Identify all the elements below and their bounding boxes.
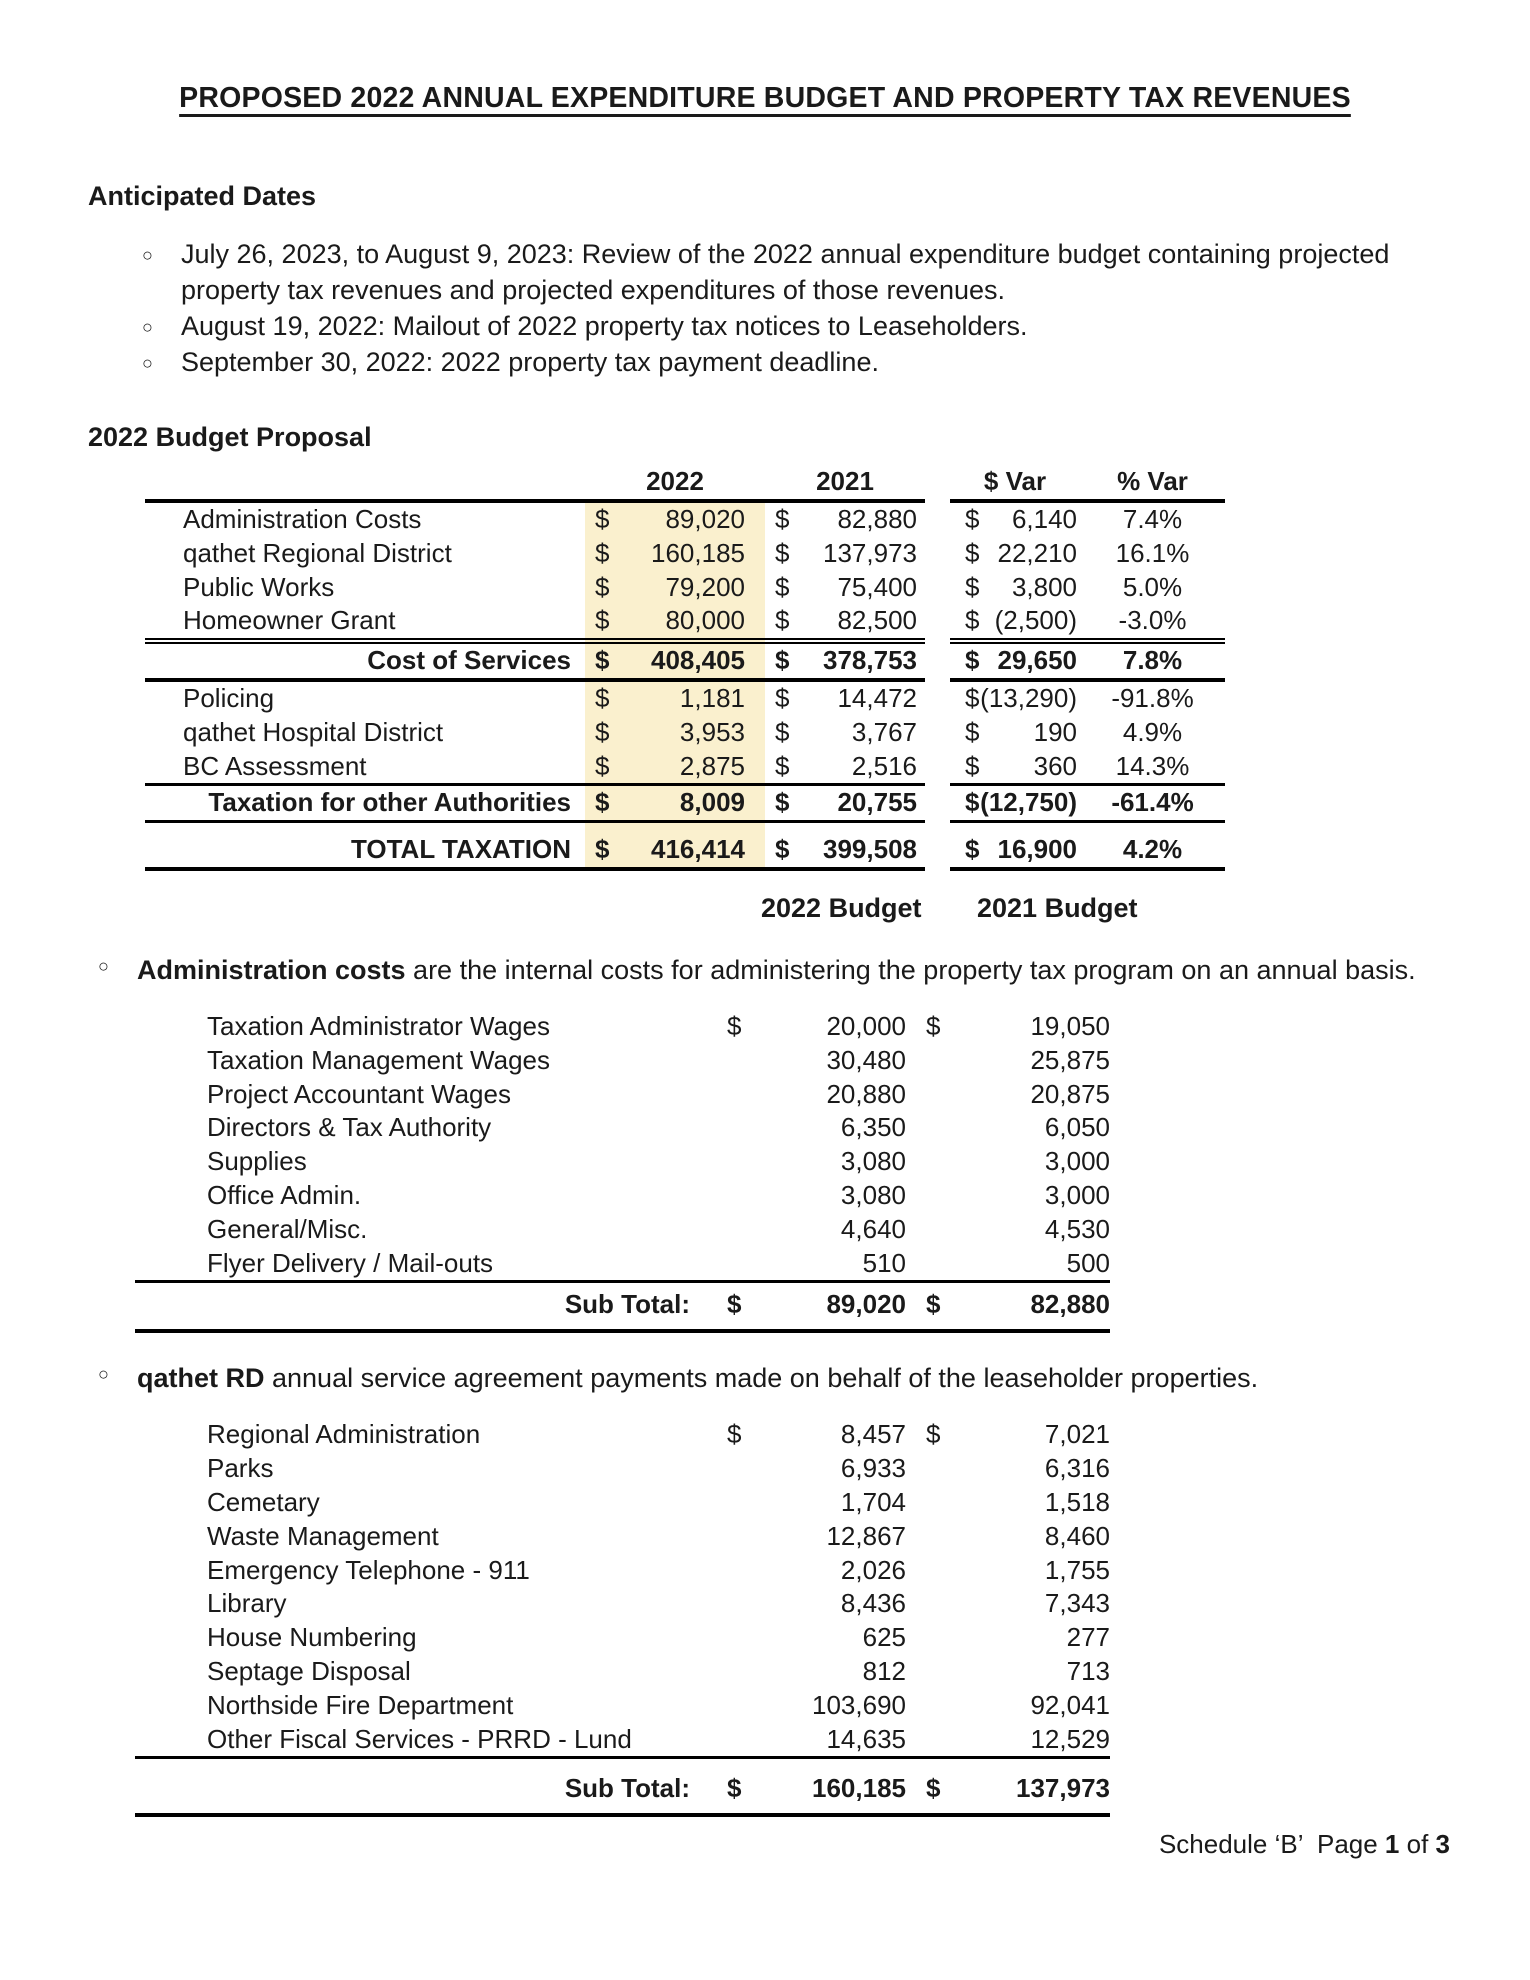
row-label: Waste Management (207, 1520, 439, 1551)
currency-symbol: $ (775, 605, 790, 636)
value-2021: 75,400 (837, 571, 917, 602)
spacer (925, 537, 950, 571)
row-label: Supplies (207, 1146, 307, 1177)
value-2021-budget: 3,000 (1044, 1146, 1110, 1177)
value-2021-budget: 277 (1066, 1622, 1110, 1653)
row-label: Taxation for other Authorities (145, 785, 585, 822)
currency-symbol (700, 1655, 740, 1689)
table-row (145, 822, 1225, 869)
dollar-var-value: (13,290) (980, 683, 1078, 714)
currency-symbol (906, 1689, 946, 1723)
currency-symbol: $ (965, 504, 980, 535)
currency-symbol: $ (926, 1419, 941, 1450)
table-row (135, 1418, 1110, 1452)
row-label: Septage Disposal (207, 1655, 411, 1686)
spacer (925, 571, 950, 605)
currency-symbol (700, 1520, 740, 1554)
qathet-rd-table (135, 1418, 1110, 1817)
currency-symbol: $ (585, 571, 610, 605)
value-2022-budget: 8,436 (840, 1588, 906, 1619)
currency-symbol (906, 1452, 946, 1486)
table-row (135, 1213, 1110, 1247)
value-2022: 8,009 (610, 785, 765, 822)
admin-costs-note (97, 953, 1417, 988)
currency-symbol (700, 1452, 740, 1486)
row-label: Policing (183, 683, 275, 714)
currency-symbol: $ (585, 785, 610, 822)
currency-symbol: $ (950, 641, 980, 680)
spacer (925, 641, 950, 680)
pct-var-value: 14.3% (1115, 750, 1190, 781)
footer-schedule-label: Schedule ‘B’ Page (1158, 1829, 1385, 1859)
qathet-rd-note-lead: qathet RD (137, 1363, 265, 1394)
currency-symbol: $ (775, 571, 790, 602)
dollar-var-value: (12,750) (980, 785, 1080, 822)
table-row (135, 1111, 1110, 1145)
pct-var-value: -61.4% (1080, 785, 1225, 822)
column-header-2021: 2021 (765, 465, 925, 501)
currency-symbol (700, 1554, 740, 1588)
doc-title: PROPOSED 2022 ANNUAL EXPENDITURE BUDGET AND PROPERTY TAX REVENUES (179, 82, 1351, 114)
footer-page-total: 3 (1435, 1829, 1450, 1859)
subtotal-label: Sub Total: (135, 1282, 700, 1331)
dollar-var-value: 16,900 (980, 822, 1080, 869)
budget-proposal-table (145, 465, 1225, 871)
value-2021-budget: 7,021 (1044, 1419, 1110, 1450)
column-header-dollar-var: $ Var (950, 465, 1080, 501)
currency-symbol: $ (765, 641, 800, 680)
subtotal-label: Sub Total: (135, 1758, 700, 1815)
admin-costs-table (135, 1010, 1110, 1333)
value-2021-budget: 6,050 (1044, 1112, 1110, 1143)
currency-symbol: $ (765, 822, 800, 869)
currency-symbol (700, 1111, 740, 1145)
value-2021: 137,973 (823, 537, 917, 568)
pct-var-value: 7.4% (1122, 504, 1183, 535)
value-2021-budget: 1,755 (1044, 1554, 1110, 1585)
bullet-item: ○ August 19, 2022: Mailout of 2022 property tax notices to Leaseholders. (141, 308, 1411, 344)
table-row (145, 537, 1225, 571)
pct-var-value: 7.8% (1080, 641, 1225, 680)
pct-var-value: 4.9% (1122, 716, 1183, 747)
dollar-var-value: (2,500) (994, 605, 1078, 636)
currency-symbol: $ (700, 1758, 740, 1815)
table-row (135, 1145, 1110, 1179)
currency-symbol: $ (775, 716, 790, 747)
currency-symbol (906, 1247, 946, 1282)
dollar-var-value: 6,140 (1011, 504, 1078, 535)
row-label: TOTAL TAXATION (145, 822, 585, 869)
row-label: Other Fiscal Services - PRRD - Lund (207, 1723, 632, 1754)
currency-symbol: $ (585, 750, 610, 785)
row-label: Project Accountant Wages (207, 1078, 511, 1109)
pct-var-value: 4.2% (1080, 822, 1225, 869)
value-2022-budget: 6,350 (840, 1112, 906, 1143)
table-row (135, 1247, 1110, 1282)
column-header-2021-budget: 2021 Budget (977, 893, 1138, 923)
currency-symbol: $ (585, 537, 610, 571)
currency-symbol: $ (585, 501, 610, 537)
value-2022: 80,000 (610, 604, 765, 641)
bullet-item: ○ September 30, 2022: 2022 property tax payment deadline. (141, 344, 1411, 380)
currency-symbol (700, 1213, 740, 1247)
column-header-2022-budget: 2022 Budget (761, 893, 922, 923)
currency-symbol: $ (965, 716, 980, 747)
value-2022-budget: 625 (862, 1622, 906, 1653)
pct-var-value: -91.8% (1111, 683, 1194, 714)
value-2021: 3,767 (851, 716, 917, 747)
row-label: Northside Fire Department (207, 1689, 514, 1720)
currency-symbol (906, 1621, 946, 1655)
pct-var-value: 16.1% (1115, 537, 1190, 568)
table-row (135, 1554, 1110, 1588)
currency-symbol: $ (965, 537, 980, 568)
dollar-var-value: 190 (1033, 716, 1078, 747)
table-row (135, 1520, 1110, 1554)
value-2021-budget: 1,518 (1044, 1486, 1110, 1517)
row-label: Taxation Management Wages (207, 1044, 551, 1075)
currency-symbol (906, 1044, 946, 1078)
currency-symbol: $ (765, 785, 800, 822)
currency-symbol: $ (950, 822, 980, 869)
value-2021-budget: 4,530 (1044, 1213, 1110, 1244)
row-label: Directors & Tax Authority (207, 1112, 492, 1143)
spacer (925, 604, 950, 641)
currency-symbol: $ (775, 537, 790, 568)
row-label: Cost of Services (145, 641, 585, 680)
currency-symbol: $ (965, 683, 980, 714)
currency-symbol (906, 1723, 946, 1758)
spacer (925, 785, 950, 822)
subtotal-row (135, 1282, 1110, 1331)
currency-symbol: $ (965, 571, 980, 602)
qathet-rd-note (97, 1361, 1417, 1396)
table-row (145, 604, 1225, 641)
currency-symbol (700, 1587, 740, 1621)
currency-symbol: $ (965, 750, 980, 781)
value-2021-budget: 20,875 (1030, 1078, 1110, 1109)
table-row (135, 1078, 1110, 1112)
section-heading-anticipated-dates: Anticipated Dates (88, 181, 317, 212)
value-2021: 399,508 (800, 822, 925, 869)
currency-symbol: $ (727, 1419, 742, 1450)
value-2021-budget: 19,050 (1030, 1011, 1110, 1042)
currency-symbol (906, 1587, 946, 1621)
currency-symbol: $ (585, 680, 610, 716)
page-footer (1159, 1828, 1450, 1862)
spacer (925, 716, 950, 750)
column-header-pct-var: % Var (1080, 465, 1225, 501)
spacer (925, 822, 950, 869)
value-2022-budget: 20,000 (826, 1011, 906, 1042)
currency-symbol (906, 1078, 946, 1112)
currency-symbol (700, 1689, 740, 1723)
currency-symbol: $ (775, 750, 790, 781)
subtotal-2021-budget: 82,880 (946, 1282, 1110, 1331)
column-header-2022: 2022 (585, 465, 765, 501)
value-2021-budget: 8,460 (1044, 1520, 1110, 1551)
currency-symbol (700, 1145, 740, 1179)
row-label: qathet Hospital District (183, 716, 444, 747)
value-2022-budget: 12,867 (826, 1520, 906, 1551)
value-2022: 79,200 (610, 571, 765, 605)
currency-symbol: $ (906, 1282, 946, 1331)
admin-costs-note-lead: Administration costs (137, 955, 406, 985)
table-row (135, 1723, 1110, 1758)
spacer (925, 501, 950, 537)
table-row (135, 1621, 1110, 1655)
value-2022: 416,414 (610, 822, 765, 869)
table-header-row (145, 465, 1225, 501)
table-row (145, 501, 1225, 537)
value-2021: 2,516 (851, 750, 917, 781)
currency-symbol (906, 1145, 946, 1179)
value-2022: 3,953 (610, 716, 765, 750)
row-label: Regional Administration (207, 1419, 481, 1450)
value-2022-budget: 103,690 (812, 1689, 906, 1720)
currency-symbol: $ (965, 605, 980, 636)
row-label: General/Misc. (207, 1213, 368, 1244)
row-label: Public Works (183, 571, 335, 602)
pct-var-value: 5.0% (1122, 571, 1183, 602)
subtotal-2022-budget: 160,185 (740, 1758, 906, 1815)
subtotal-row (135, 1758, 1110, 1815)
dollar-var-value: 3,800 (1011, 571, 1078, 602)
table-row (145, 785, 1225, 822)
value-2022-budget: 812 (862, 1655, 906, 1686)
currency-symbol (906, 1486, 946, 1520)
table-row (135, 1010, 1110, 1044)
value-2022-budget: 30,480 (826, 1044, 906, 1075)
value-2021-budget: 7,343 (1044, 1588, 1110, 1619)
currency-symbol: $ (950, 785, 980, 822)
value-2021: 82,880 (837, 504, 917, 535)
currency-symbol (700, 1044, 740, 1078)
table-row (145, 750, 1225, 785)
value-2021: 378,753 (800, 641, 925, 680)
value-2021-budget: 3,000 (1044, 1180, 1110, 1211)
currency-symbol: $ (585, 604, 610, 641)
row-label: Administration Costs (183, 504, 422, 535)
value-2021: 20,755 (800, 785, 925, 822)
section-heading-budget-proposal: 2022 Budget Proposal (88, 422, 372, 453)
subtotal-2021-budget: 137,973 (946, 1758, 1110, 1815)
currency-symbol: $ (775, 504, 790, 535)
value-2022-budget: 510 (862, 1247, 906, 1278)
value-2021-budget: 500 (1066, 1247, 1110, 1278)
currency-symbol: $ (585, 822, 610, 869)
value-2022: 160,185 (610, 537, 765, 571)
currency-symbol: $ (585, 641, 610, 680)
currency-symbol: $ (727, 1011, 742, 1042)
empty-header-cell (145, 465, 585, 501)
detail-column-headers (0, 891, 1530, 925)
currency-symbol (700, 1621, 740, 1655)
value-2022-budget: 3,080 (840, 1180, 906, 1211)
value-2021: 14,472 (837, 683, 917, 714)
table-row (145, 680, 1225, 716)
row-label: Office Admin. (207, 1180, 362, 1211)
value-2021-budget: 92,041 (1030, 1689, 1110, 1720)
row-label: Library (207, 1588, 287, 1619)
table-row (135, 1689, 1110, 1723)
table-row (135, 1587, 1110, 1621)
dollar-var-value: 29,650 (980, 641, 1080, 680)
value-2022-budget: 8,457 (840, 1419, 906, 1450)
table-row (135, 1486, 1110, 1520)
pct-var-value: -3.0% (1118, 605, 1187, 636)
row-label: Flyer Delivery / Mail-outs (207, 1247, 494, 1278)
admin-costs-note-rest: are the internal costs for administering the property tax program on an annual basis. (405, 955, 1416, 985)
value-2021-budget: 713 (1066, 1655, 1110, 1686)
currency-symbol: $ (926, 1011, 941, 1042)
table-row (145, 716, 1225, 750)
table-row (135, 1179, 1110, 1213)
currency-symbol (700, 1179, 740, 1213)
currency-symbol (906, 1520, 946, 1554)
currency-symbol (700, 1723, 740, 1758)
table-row (145, 641, 1225, 680)
row-label: BC Assessment (183, 750, 367, 781)
row-label: Emergency Telephone - 911 (207, 1554, 530, 1585)
currency-symbol (700, 1247, 740, 1282)
footer-of-label: of (1399, 1829, 1436, 1859)
spacer (925, 465, 950, 501)
currency-symbol: $ (700, 1282, 740, 1331)
table-row (135, 1655, 1110, 1689)
value-2021: 82,500 (837, 605, 917, 636)
dollar-var-value: 22,210 (997, 537, 1078, 568)
currency-symbol (906, 1111, 946, 1145)
value-2022-budget: 3,080 (840, 1146, 906, 1177)
value-2021-budget: 25,875 (1030, 1044, 1110, 1075)
table-row (135, 1044, 1110, 1078)
dates-list (141, 236, 1411, 380)
dollar-var-value: 360 (1033, 750, 1078, 781)
currency-symbol: $ (775, 683, 790, 714)
value-2022-budget: 14,635 (826, 1723, 906, 1754)
value-2022-budget: 1,704 (840, 1486, 906, 1517)
qathet-rd-note-rest: annual service agreement payments made on behalf of the leaseholder properties. (264, 1363, 1259, 1394)
value-2022: 2,875 (610, 750, 765, 785)
value-2021-budget: 6,316 (1044, 1453, 1110, 1484)
row-label: House Numbering (207, 1622, 417, 1653)
table-row (145, 571, 1225, 605)
bullet-item: ○ July 26, 2023, to August 9, 2023: Review of the 2022 annual expenditure budget containing projected property tax revenues and projected expenditures of those revenues. (141, 236, 1411, 308)
value-2022-budget: 4,640 (840, 1213, 906, 1244)
footer-page-number: 1 (1384, 1829, 1400, 1859)
currency-symbol (906, 1655, 946, 1689)
currency-symbol: $ (906, 1758, 946, 1815)
currency-symbol (700, 1078, 740, 1112)
value-2022-budget: 6,933 (840, 1453, 906, 1484)
currency-symbol (906, 1179, 946, 1213)
table-row (135, 1452, 1110, 1486)
value-2022: 89,020 (610, 501, 765, 537)
row-label: Cemetary (207, 1486, 320, 1517)
subtotal-2022-budget: 89,020 (740, 1282, 906, 1331)
row-label: qathet Regional District (183, 537, 452, 568)
currency-symbol (906, 1554, 946, 1588)
row-label: Parks (207, 1453, 274, 1484)
currency-symbol (700, 1486, 740, 1520)
value-2022: 1,181 (610, 680, 765, 716)
currency-symbol: $ (585, 716, 610, 750)
value-2022-budget: 20,880 (826, 1078, 906, 1109)
value-2022-budget: 2,026 (840, 1554, 906, 1585)
value-2021-budget: 12,529 (1030, 1723, 1110, 1754)
spacer (925, 680, 950, 716)
spacer (925, 750, 950, 785)
value-2022: 408,405 (610, 641, 765, 680)
currency-symbol (906, 1213, 946, 1247)
row-label: Homeowner Grant (183, 605, 396, 636)
row-label: Taxation Administrator Wages (207, 1011, 550, 1042)
